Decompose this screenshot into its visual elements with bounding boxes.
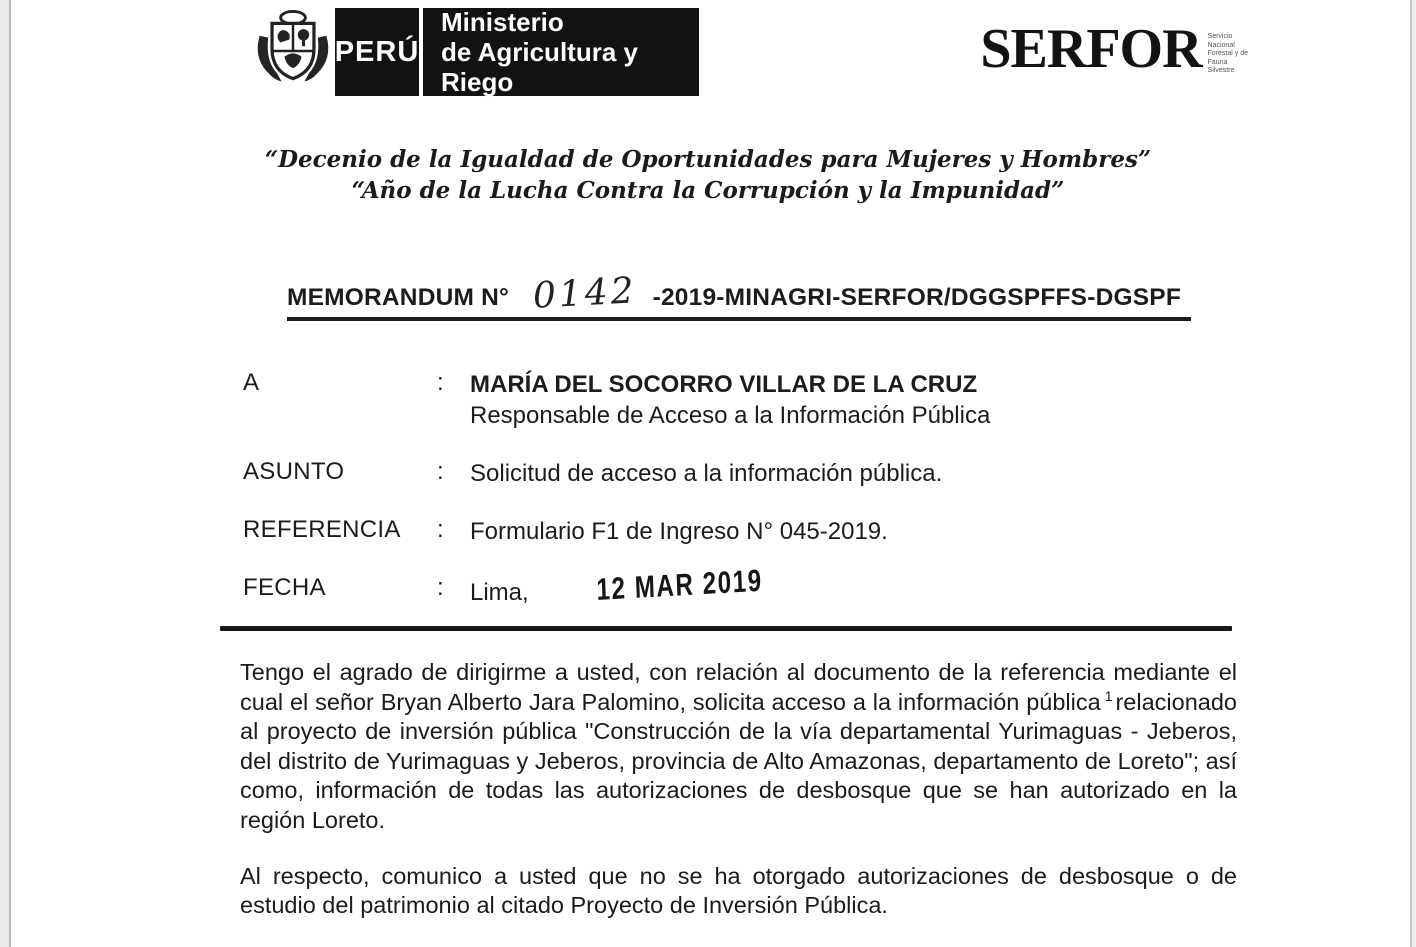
reference-value: Formulario F1 de Ingreso N° 045-2019. [470,518,888,545]
scan-edge-left [0,0,11,947]
serfor-wordmark: SERFOR [980,18,1202,80]
memorandum-title-suffix: -2019-MINAGRI-SERFOR/DGGSPFFS-DGSPF [652,284,1181,311]
motto-block [0,144,1416,206]
scan-edge-right [1410,0,1416,947]
peru-wordmark: PERÚ [335,8,419,96]
field-row-to [243,369,1416,431]
recipient-name: MARÍA DEL SOCORRO VILLAR DE LA CRUZ [470,371,978,398]
field-colon: : [437,516,444,543]
government-logo-block [253,8,699,96]
field-row-date [243,562,1416,608]
date-label: FECHA [243,574,326,601]
date-city: Lima, [470,579,529,606]
serfor-tagline-line: Fauna [1207,58,1228,66]
field-colon: : [437,458,444,485]
recipient-role: Responsable de Acceso a la Información Pública [470,402,991,429]
field-row-reference [243,516,1416,547]
paragraph-1-text: Tengo el agrado de dirigirme a usted, con relación al documento de la referencia mediante el cual el señor Bryan Alberto Jara Palomino, solicita acceso a la información pública [240,659,1237,715]
date-stamp: 12 MAR 2019 [595,562,763,607]
motto-line-2: “Año de la Lucha Contra la Corrupción y la Impunidad” [351,177,1065,204]
field-colon: : [437,369,444,396]
subject-value: Solicitud de acceso a la información pública. [470,460,943,487]
ministry-name-line1: Ministerio [441,7,564,37]
footnote-marker: 1 [1104,687,1113,704]
ministry-name-line2: de Agricultura y Riego [441,37,638,97]
motto-line-1: “Decenio de la Igualdad de Oportunidades para Mujeres y Hombres” [264,146,1152,173]
subject-label: ASUNTO [243,458,345,485]
document-header [253,8,1248,96]
paragraph-2: Al respecto, comunico a usted que no se ha otorgado autorizaciones de desbosque o de estudio del patrimonio al citado Proyecto de Inversión Pública. [240,862,1237,919]
handwritten-memo-number: 0142 [531,270,638,317]
memo-fields [243,369,1416,608]
serfor-logo [980,18,1248,80]
memorandum-title [287,270,1191,321]
field-row-subject [243,458,1416,489]
reference-label: REFERENCIA [243,516,401,543]
memo-body [240,658,1237,921]
to-value [470,369,1416,431]
field-colon: : [437,574,444,601]
separator-rule [220,626,1232,631]
peru-coat-of-arms-icon [253,8,333,94]
serfor-tagline-line: Servicio [1207,33,1233,40]
paragraph-1-text-continued: relacionado al proyecto de inversión pública "Construcción de la vía departamental Yurimaguas - Jeberos, del distrito de Yurimaguas y Jeberos, provincia de Alto Amazonas, departamento de Loreto"; así como, información de todas las autorizaciones de desbosque que se han autorizado en la región Loreto. [240,688,1237,833]
serfor-tagline-line: Silvestre [1207,67,1235,74]
ministry-banner [335,8,699,96]
serfor-tagline-line: Nacional [1207,41,1235,49]
serfor-tagline [1208,33,1248,76]
date-value [470,562,1416,608]
paragraph-1 [240,658,1237,836]
serfor-tagline-line: Forestal y de [1207,50,1248,57]
memorandum-title-prefix: MEMORANDUM N° [287,284,509,311]
to-label: A [243,369,260,396]
ministry-name [423,8,699,96]
